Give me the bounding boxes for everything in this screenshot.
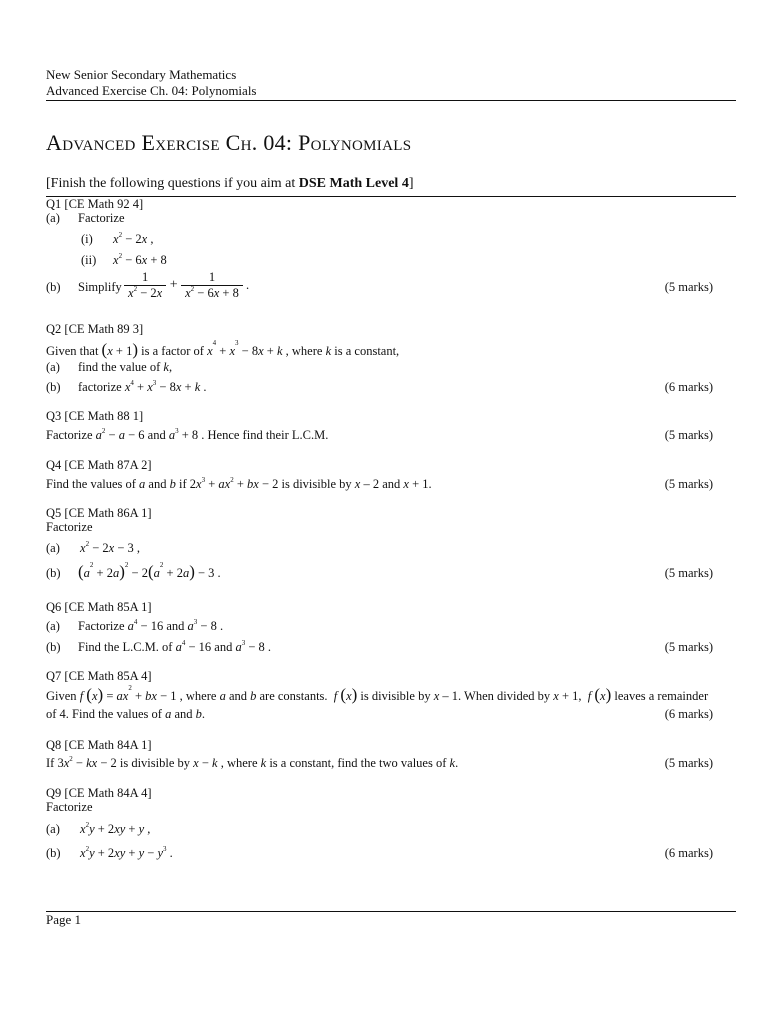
q6-a-label: (a) [46,619,60,633]
q4-heading: Q4 [CE Math 87A 2] [46,458,152,472]
q5-marks: (5 marks) [664,566,713,580]
footer-rule [46,911,736,912]
intro-rule [46,196,736,197]
q1-ii-label: (ii) [81,253,97,267]
q1-b-expr: $\frac{1}{x^2 - 2x}$ + $\frac{1}{x^2 - 6x + 8}$ . [124,270,249,301]
q9-a-label: (a) [46,822,60,836]
header-line-1: New Senior Secondary Mathematics [46,67,237,82]
q9-b-label: (b) [46,846,61,860]
q2-given: Given that (x + 1) is a factor of $x^4 + x^3 - 8x + k$ , where k is a constant, [46,339,400,359]
q5-heading: Q5 [CE Math 86A 1] [46,506,152,520]
q1-i-expr: $x^2 - 2x$ , [113,231,154,246]
q3-text: Factorize $a^2 - a - 6$ and $a^3 + 8$ . Hence find their L.C.M. [46,427,329,442]
q2-marks: (6 marks) [664,380,713,394]
q7-line-2: of 4. Find the values of a and b. [46,707,206,721]
page-title: Advanced Exercise Ch. 04: Polynomials [46,130,412,155]
q8-marks: (5 marks) [664,756,713,770]
q9-text: Factorize [46,800,93,814]
q5-a-expr: $x^2 - 2x - 3$ , [80,540,140,555]
q4-marks: (5 marks) [664,477,713,491]
q2-b-text: factorize $x^4 + x^3 - 8x + k$ . [78,379,207,394]
q3-marks: (5 marks) [664,428,713,442]
q6-b-text: Find the L.C.M. of $a^4 - 16$ and $a^3 - 8$ . [78,639,272,654]
q1-heading: Q1 [CE Math 92 4] [46,197,144,211]
header-rule [46,100,736,101]
q6-a-text: Factorize $a^4 - 16$ and $a^3 - 8$ . [78,618,224,633]
q6-b-label: (b) [46,640,61,654]
q7-line-1: Given f $(x) = ax^2$ + bx − 1 , where a and b are constants. f (x) is divisible by x – 1. When divided by x + 1, f (x) leaves a remainder [46,684,709,704]
q1-a-text: Factorize [78,211,125,225]
q5-b-expr: $(a^2 + 2a)^2 - 2(a^2 + 2a) - 3$ . [78,561,221,581]
q2-b-label: (b) [46,380,61,394]
q3-heading: Q3 [CE Math 88 1] [46,409,144,423]
q2-heading: Q2 [CE Math 89 3] [46,322,144,336]
q6-marks: (5 marks) [664,640,713,654]
q1-b-text: Simplify [78,280,122,294]
q9-marks: (6 marks) [664,846,713,860]
q1-ii-expr: $x^2 - 6x + 8$ [113,252,167,267]
q4-text: Find the values of a and b if $2x^3 + ax^2$ + bx − 2 is divisible by x – 2 and x + 1. [46,476,432,491]
q1-i-label: (i) [81,232,93,246]
page-number: Page 1 [46,912,82,927]
q1-a-label: (a) [46,211,60,225]
q5-a-label: (a) [46,541,60,555]
q1-b-label: (b) [46,280,61,294]
q5-text: Factorize [46,520,93,534]
q8-text: If $3x^2$ − kx − 2 is divisible by x − k , where k is a constant, find the two values of k. [46,755,459,770]
q8-heading: Q8 [CE Math 84A 1] [46,738,152,752]
q7-heading: Q7 [CE Math 85A 4] [46,669,152,683]
q5-b-label: (b) [46,566,61,580]
q1-marks: (5 marks) [664,280,713,294]
q9-a-expr: $x^2y + 2xy + y$ , [80,821,151,836]
header-line-2: Advanced Exercise Ch. 04: Polynomials [46,83,257,98]
intro-text: [Finish the following questions if you aim at DSE Math Level 4] [46,176,414,191]
q7-marks: (6 marks) [664,707,713,721]
q2-a-text: find the value of k, [78,360,173,374]
q9-heading: Q9 [CE Math 84A 4] [46,786,152,800]
q2-a-label: (a) [46,360,60,374]
q6-heading: Q6 [CE Math 85A 1] [46,600,152,614]
q9-b-expr: $x^2y + 2xy + y - y^3$ . [80,845,173,860]
